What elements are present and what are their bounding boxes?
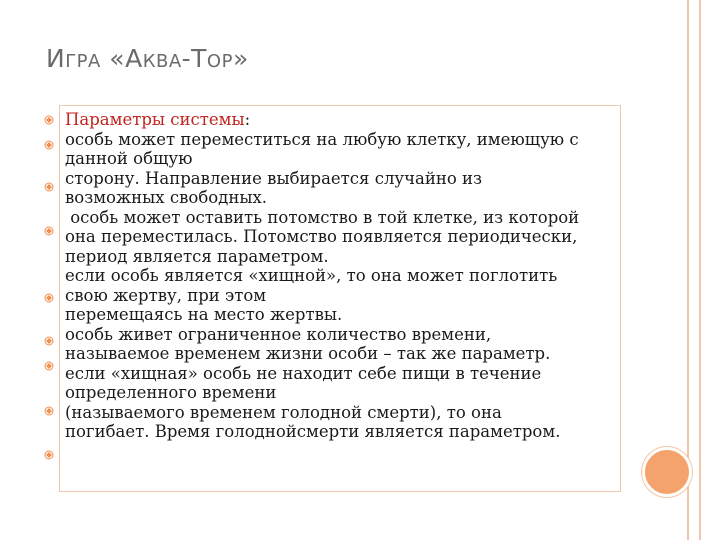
body-line: если особь является «хищной», то она может поглотить — [65, 266, 558, 285]
body-line: период является параметром. — [65, 246, 329, 266]
body-line: погибает. Время голоднойсмерти является параметром. — [65, 422, 561, 441]
bullet-icon — [44, 406, 53, 415]
body-line: особь может переместиться на любую клетку, имеющую с — [65, 129, 579, 149]
bullet-icon — [44, 361, 53, 370]
body-line: перемещаясь на место жертвы. — [65, 305, 343, 324]
heading-line — [65, 110, 615, 130]
decorative-orange-circle — [642, 447, 692, 497]
bullet-icon — [44, 182, 53, 191]
slide-body — [65, 110, 615, 442]
body-line: особь живет ограниченное количество времени, — [65, 324, 492, 344]
body-line: возможных свободных. — [65, 188, 268, 207]
body-line: если «хищная» особь не находит себе пищи в течение — [65, 363, 542, 383]
body-line: сторону. Направление выбирается случайно из — [65, 168, 483, 188]
body-line: особь может оставить потомство в той клетке, из которой — [65, 207, 580, 227]
section-heading: Параметры системы — [65, 110, 245, 129]
slide-title: Игра «Аква-Тор» — [46, 44, 249, 73]
body-line: она переместилась. Потомство появляется периодически, — [65, 227, 578, 246]
body-line: (называемого временем голодной смерти), то она — [65, 402, 502, 422]
heading-colon: : — [244, 110, 251, 129]
bullet-icon — [44, 226, 53, 235]
bullet-icon — [44, 140, 53, 149]
body-line: называемое временем жизни особи – так же параметр. — [65, 344, 551, 363]
bullet-icon — [44, 115, 53, 124]
decorative-vertical-line — [699, 0, 701, 540]
body-line: данной общую — [65, 149, 193, 168]
body-line: определенного времени — [65, 383, 277, 402]
body-line: свою жертву, при этом — [65, 285, 267, 305]
bullet-icon — [44, 336, 53, 345]
bullet-icon — [44, 450, 53, 459]
bullet-icon — [44, 293, 53, 302]
